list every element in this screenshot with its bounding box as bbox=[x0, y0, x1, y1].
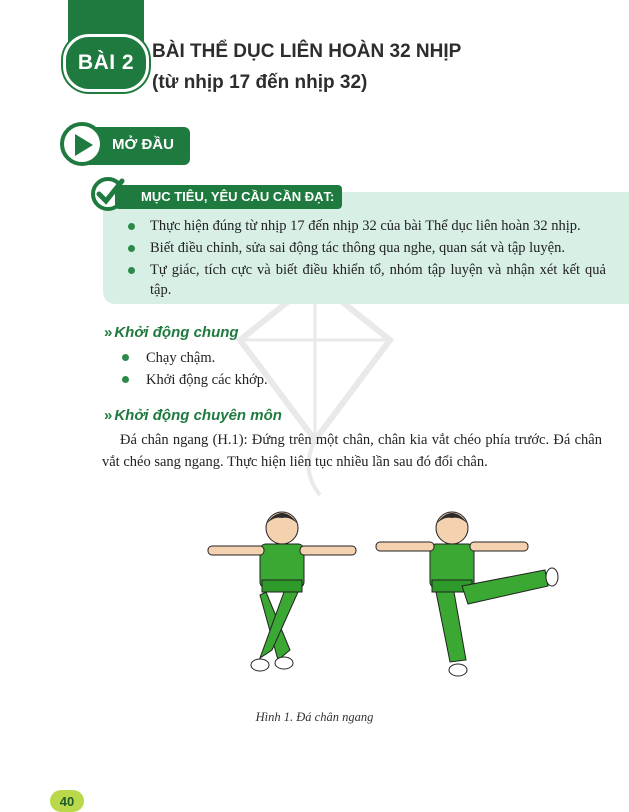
warmup-general-list bbox=[120, 347, 268, 391]
play-icon bbox=[60, 122, 104, 166]
warmup-specific-heading bbox=[104, 407, 282, 424]
list-item: Tự giác, tích cực và biết điều khiển tổ, nhóm tập luyện và nhận xét kết quả tập. bbox=[126, 260, 606, 300]
list-item: Thực hiện đúng từ nhịp 17 đến nhịp 32 của bài Thể dục liên hoàn 32 nhịp. bbox=[126, 216, 606, 236]
warmup-paragraph: Đá chân ngang (H.1): Đứng trên một chân, chân kia vắt chéo phía trước. Đá chân vắt chéo sang ngang. Thực hiện liên tục nhiều lần sau đó đổi chân. bbox=[102, 432, 602, 470]
student-figure-left bbox=[208, 512, 356, 671]
lesson-subtitle: (từ nhịp 17 đến nhịp 32) bbox=[152, 72, 368, 93]
list-item: Khởi động các khớp. bbox=[120, 369, 268, 391]
figure-caption: Hình 1. Đá chân ngang bbox=[255, 710, 374, 724]
objectives-heading: MỤC TIÊU, YÊU CẦU CẦN ĐẠT: bbox=[115, 185, 342, 209]
objectives-list bbox=[126, 216, 606, 302]
lesson-badge: BÀI 2 bbox=[63, 34, 149, 92]
heading-text: Khởi động chung bbox=[114, 324, 239, 341]
page-number: 40 bbox=[50, 790, 84, 812]
list-item: Biết điều chỉnh, sửa sai động tác thông qua nghe, quan sát và tập luyện. bbox=[126, 238, 606, 258]
intro-label: MỞ ĐẦU bbox=[112, 136, 174, 153]
lesson-title: BÀI THỂ DỤC LIÊN HOÀN 32 NHỊP bbox=[152, 41, 462, 62]
double-chevron-icon: » bbox=[104, 407, 113, 424]
list-item: Chạy chậm. bbox=[120, 347, 268, 369]
double-chevron-icon: » bbox=[104, 324, 113, 341]
warmup-general-heading bbox=[104, 324, 239, 341]
figure-illustration bbox=[200, 500, 570, 700]
heading-text: Khởi động chuyên môn bbox=[114, 407, 282, 424]
student-figure-right bbox=[376, 512, 558, 676]
